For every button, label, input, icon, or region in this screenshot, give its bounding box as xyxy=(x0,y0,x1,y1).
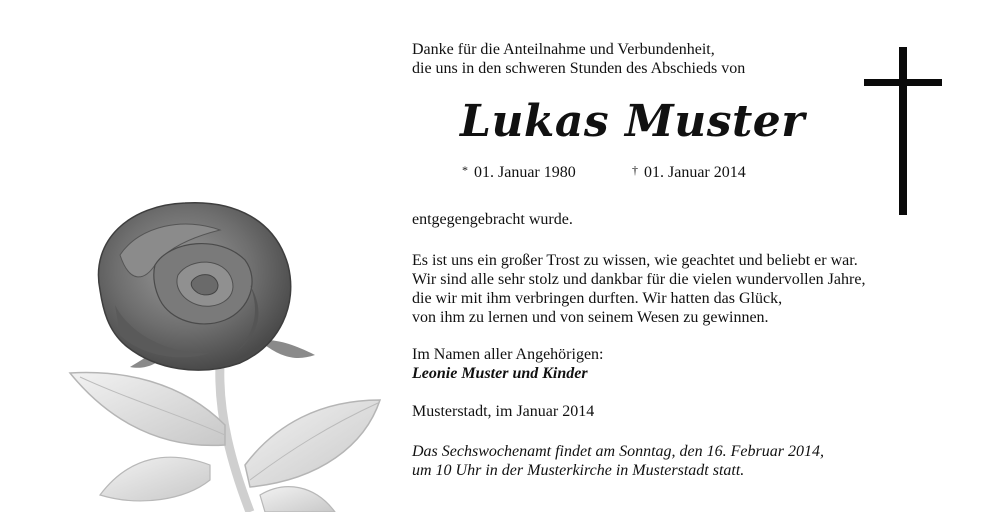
rose-image xyxy=(60,195,390,512)
message-paragraph xyxy=(412,251,865,327)
message-line: von ihm zu lernen und von seinem Wesen zu gewinnen. xyxy=(412,309,769,326)
message-line: Wir sind alle sehr stolz und dankbar für die vielen wundervollen Jahre, xyxy=(412,271,866,288)
message-line: Es ist uns ein großer Trost zu wissen, wie geachtet und beliebt er war. xyxy=(412,252,858,269)
cross-icon xyxy=(864,47,942,215)
service-line: um 10 Uhr in der Musterkirche in Musterstadt statt. xyxy=(412,462,745,479)
deceased-name: Lukas Muster xyxy=(460,96,805,147)
birth-date-value: 01. Januar 1980 xyxy=(474,164,576,181)
intro-text xyxy=(412,40,745,78)
service-line: Das Sechswochenamt findet am Sonntag, den 16. Februar 2014, xyxy=(412,443,824,460)
place-date: Musterstadt, im Januar 2014 xyxy=(412,403,595,420)
intro-line-1: Danke für die Anteilnahme und Verbundenheit, xyxy=(412,41,715,58)
death-date-value: 01. Januar 2014 xyxy=(644,164,746,181)
death-symbol: † xyxy=(632,163,638,177)
signature-intro: Im Namen aller Angehörigen: xyxy=(412,346,604,363)
birth-symbol: * xyxy=(462,163,468,177)
signature-family: Leonie Muster und Kinder xyxy=(412,365,588,382)
message-line: die wir mit ihm verbringen durften. Wir hatten das Glück, xyxy=(412,290,783,307)
death-date xyxy=(632,161,746,182)
birth-date xyxy=(462,161,576,182)
intro-line-2: die uns in den schweren Stunden des Abschieds von xyxy=(412,60,746,77)
service-notice xyxy=(412,442,824,480)
received-text: entgegengebracht wurde. xyxy=(412,211,573,228)
